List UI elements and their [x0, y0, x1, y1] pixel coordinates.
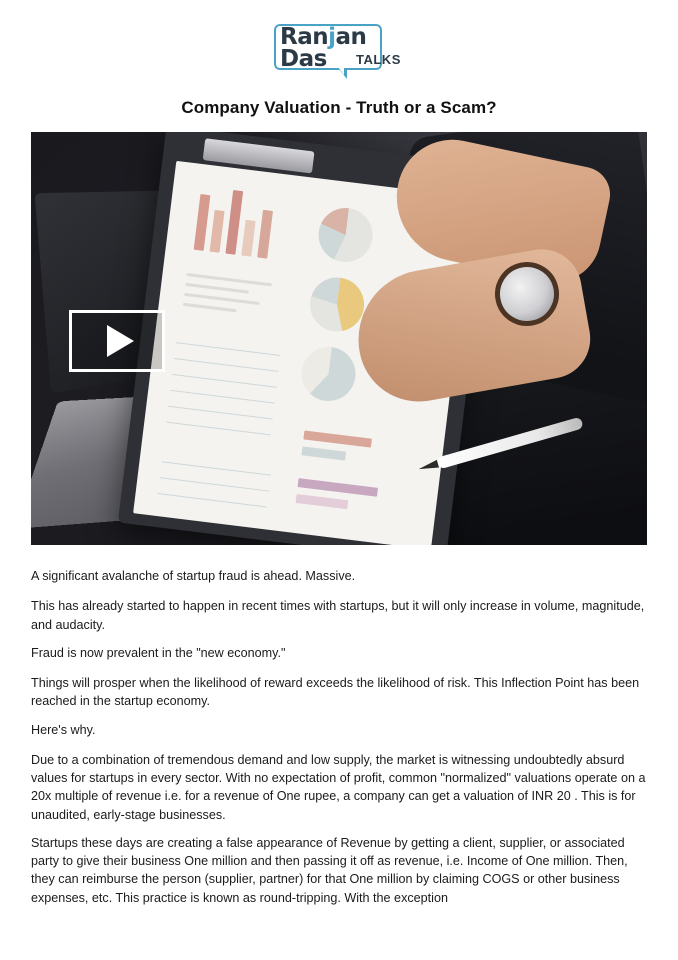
article-paragraph: Due to a combination of tremendous demand and low supply, the market is witnessing undoubtedly absurd values for startups in every sector. With no expectation of profit, common "normalized" valuations operate on a 20x multiple of revenue i.e. for a revenue of One rupee, a company can get a valuation of INR 20 . This is for unaudited, early-stage businesses.: [31, 752, 646, 822]
video-thumbnail[interactable]: [31, 132, 647, 545]
logo-text-ran: Ran: [280, 24, 329, 50]
article-paragraph: Here's why.: [31, 722, 96, 737]
article-paragraph: This has already started to happen in recent times with startups, but it will only increase in volume, magnitude, and audacity.: [31, 599, 645, 632]
play-button[interactable]: [69, 310, 165, 372]
logo-text-an: an: [335, 24, 367, 50]
article-paragraph: Fraud is now prevalent in the "new economy.": [31, 645, 286, 660]
article-body: [31, 567, 647, 907]
logo-mark: [274, 24, 404, 84]
play-triangle-icon: [107, 325, 134, 357]
site-logo[interactable]: [0, 0, 678, 90]
article-paragraph: Startups these days are creating a false appearance of Revenue by getting a client, supplier, or associated party to give their business One million and then passing it off as revenue, i.e. Income of One million. Then, they can reimburse the person (supplier, partner) for that One million by claiming COGS or other business expenses, etc. This practice is known as round-tripping. With the exception: [31, 835, 628, 905]
page-title: Company Valuation - Truth or a Scam?: [181, 98, 497, 117]
logo-talks-text: TALKS: [356, 52, 401, 67]
article-paragraph: Things will prosper when the likelihood of reward exceeds the likelihood of risk. This Inflection Point has been reached in the startup economy.: [31, 676, 640, 709]
logo-line-two: Das: [280, 46, 327, 72]
logo-text-j: j: [328, 24, 336, 50]
article-paragraph: A significant avalanche of startup fraud is ahead. Massive.: [31, 569, 356, 583]
